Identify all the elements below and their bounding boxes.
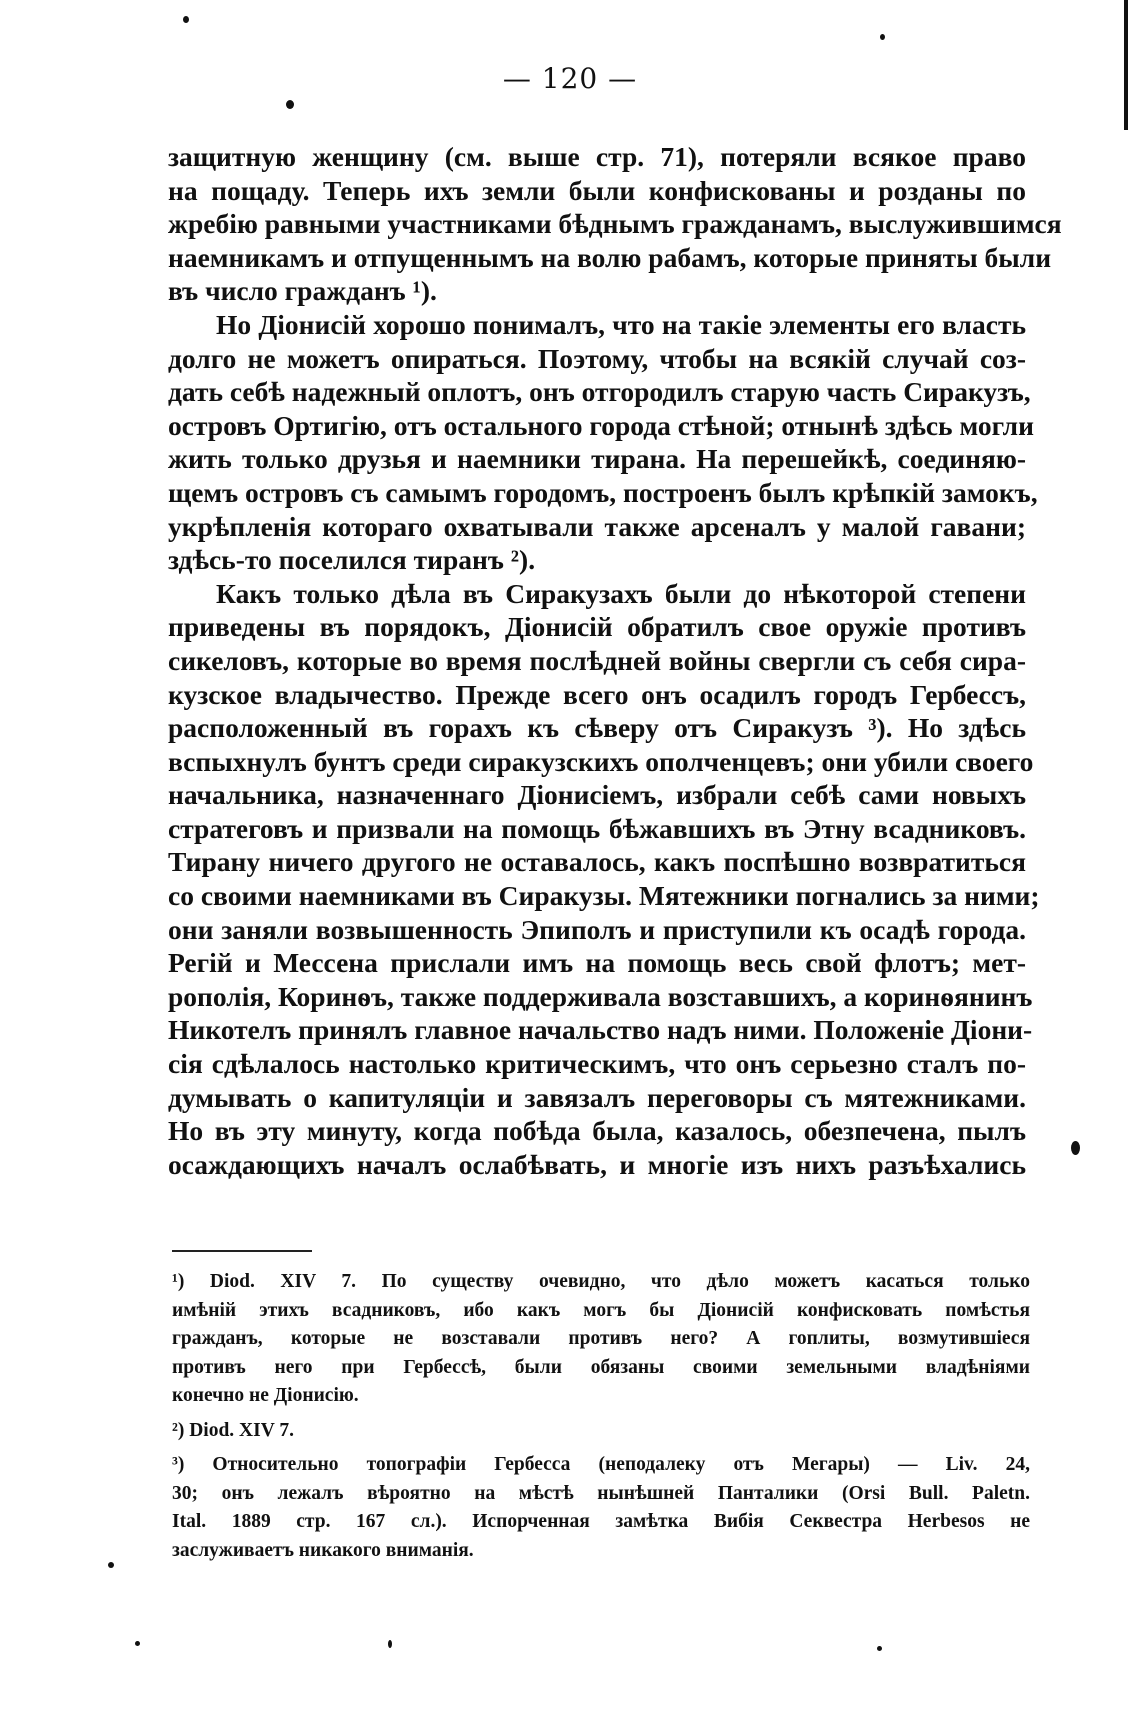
- scan-edge-mark: [1124, 0, 1128, 130]
- text-line: начальника, назначеннаго Діонисіемъ, избрали себѣ сами новыхъ: [168, 779, 1026, 811]
- text-line: жить только друзья и наемники тирана. На перешейкѣ, соединяю-: [168, 443, 1026, 475]
- text-line: наемникамъ и отпущеннымъ на волю рабамъ, которые приняты были: [168, 241, 1052, 273]
- text-line: дать себѣ надежный оплотъ, онъ отгородилъ старую часть Сиракузъ,: [168, 376, 1031, 408]
- text-line: Но въ эту минуту, когда побѣда была, казалось, обезпечена, пылъ: [168, 1115, 1026, 1147]
- text-line: жребію равными участниками бѣднымъ гражданамъ, выслужившимся: [168, 208, 1062, 240]
- footnote-line: ²) Diod. XIV 7.: [172, 1419, 294, 1441]
- text-line: Никотелъ принялъ главное начальство надъ ними. Положеніе Діони-: [168, 1014, 1033, 1046]
- text-line: со своими наемниками въ Сиракузы. Мятежники погнались за ними;: [168, 880, 1040, 912]
- footnote-line: противъ него при Гербессѣ, были обязаны своими земельными владѣніями: [172, 1356, 1030, 1378]
- scan-speck: [388, 1640, 392, 1648]
- scan-speck: [1071, 1141, 1080, 1155]
- text-line: стратеговъ и призвали на помощь бѣжавшихъ въ Этну всадниковъ.: [168, 812, 1026, 844]
- text-line: Тирану ничего другого не оставалось, какъ поспѣшно возвратиться: [168, 846, 1026, 878]
- footnote-line: 30; онъ лежалъ вѣроятно на мѣстѣ нынѣшней Панталики (Orsi Bull. Paletn.: [172, 1482, 1030, 1504]
- footnotes: [172, 1268, 1030, 1571]
- text-line: рополія, Коринѳъ, также поддерживала возставшихъ, а коринѳянинъ: [168, 980, 1033, 1012]
- footnote-line: заслуживаетъ никакого вниманія.: [172, 1539, 474, 1561]
- footnote-line: конечно не Діонисію.: [172, 1385, 359, 1406]
- footnote-2: [172, 1417, 1030, 1446]
- text-line: здѣсь-то поселился тиранъ ²).: [168, 544, 536, 576]
- main-text: [168, 140, 1062, 1181]
- text-line: приведены въ порядокъ, Діонисій обратилъ свое оружіе противъ: [168, 611, 1026, 643]
- text-line: укрѣпленія котораго охватывали также арсеналъ у малой гавани;: [168, 510, 1026, 542]
- text-line: вспыхнулъ бунтъ среди сиракузскихъ ополченцевъ; они убили своего: [168, 745, 1034, 777]
- scan-speck: [877, 1646, 882, 1651]
- text-line: щемъ островъ съ самымъ городомъ, построенъ былъ крѣпкій замокъ,: [168, 476, 1038, 508]
- scan-speck: [880, 34, 885, 40]
- text-line: на пощаду. Теперь ихъ земли были конфискованы и розданы по: [168, 174, 1026, 206]
- text-line: Регій и Мессена прислали имъ на помощь весь свой флотъ; мет-: [168, 947, 1026, 979]
- footnote-line: Ital. 1889 стр. 167 сл.). Испорченная замѣтка Вибія Секвестра Herbesos не: [172, 1511, 1030, 1532]
- text-line: они заняли возвышенность Эпиполъ и приступили къ осадѣ города.: [168, 913, 1026, 945]
- footnote-divider: [172, 1250, 312, 1252]
- text-line: думывать о капитуляціи и завязалъ переговоры съ мятежниками.: [168, 1081, 1026, 1113]
- footnote-3: [172, 1451, 1030, 1565]
- text-line: защитную женщину (см. выше стр. 71), потеряли всякое право: [168, 141, 1026, 172]
- text-line: сикеловъ, которые во время послѣдней войны свергли съ себя сира-: [168, 644, 1026, 676]
- page-number: — 120 —: [502, 62, 638, 95]
- text-line: расположенный въ горахъ къ сѣверу отъ Сиракузъ ³). Но здѣсь: [168, 712, 1026, 744]
- scan-speck: [135, 1641, 140, 1646]
- scan-speck: [183, 16, 189, 23]
- text-line: кузское владычество. Прежде всего онъ осадилъ городъ Гербессъ,: [168, 678, 1026, 710]
- footnote-line: ¹) Diod. XIV 7. По существу очевидно, что дѣло можетъ касаться только: [172, 1271, 1030, 1292]
- footnote-line: гражданъ, которые не возставали противъ него? А гоплиты, возмутившіеся: [172, 1328, 1030, 1349]
- scan-speck: [108, 1562, 114, 1568]
- text-line: Но Діонисій хорошо понималъ, что на такіе элементы его власть: [216, 308, 1026, 340]
- text-line: осаждающихъ началъ ослабѣвать, и многіе изъ нихъ разъѣхались: [168, 1148, 1026, 1180]
- footnote-1: [172, 1268, 1030, 1411]
- scan-speck: [286, 100, 294, 109]
- text-line: долго не можетъ опираться. Поэтому, чтобы на всякій случай соз-: [168, 342, 1026, 374]
- footnote-line: ³) Относительно топографіи Гербесса (неподалеку отъ Мегары) — Liv. 24,: [172, 1454, 1030, 1475]
- footnote-line: имѣній этихъ всадниковъ, ибо какъ могъ бы Діонисій конфисковать помѣстья: [172, 1299, 1030, 1321]
- text-line: въ число гражданъ ¹).: [168, 275, 437, 307]
- text-line: островъ Ортигію, отъ остального города стѣной; отнынѣ здѣсь могли: [168, 409, 1034, 441]
- text-line: Какъ только дѣла въ Сиракузахъ были до нѣкоторой степени: [216, 577, 1026, 609]
- text-line: сія сдѣлалось настолько критическимъ, что онъ серьезно сталъ по-: [168, 1048, 1026, 1080]
